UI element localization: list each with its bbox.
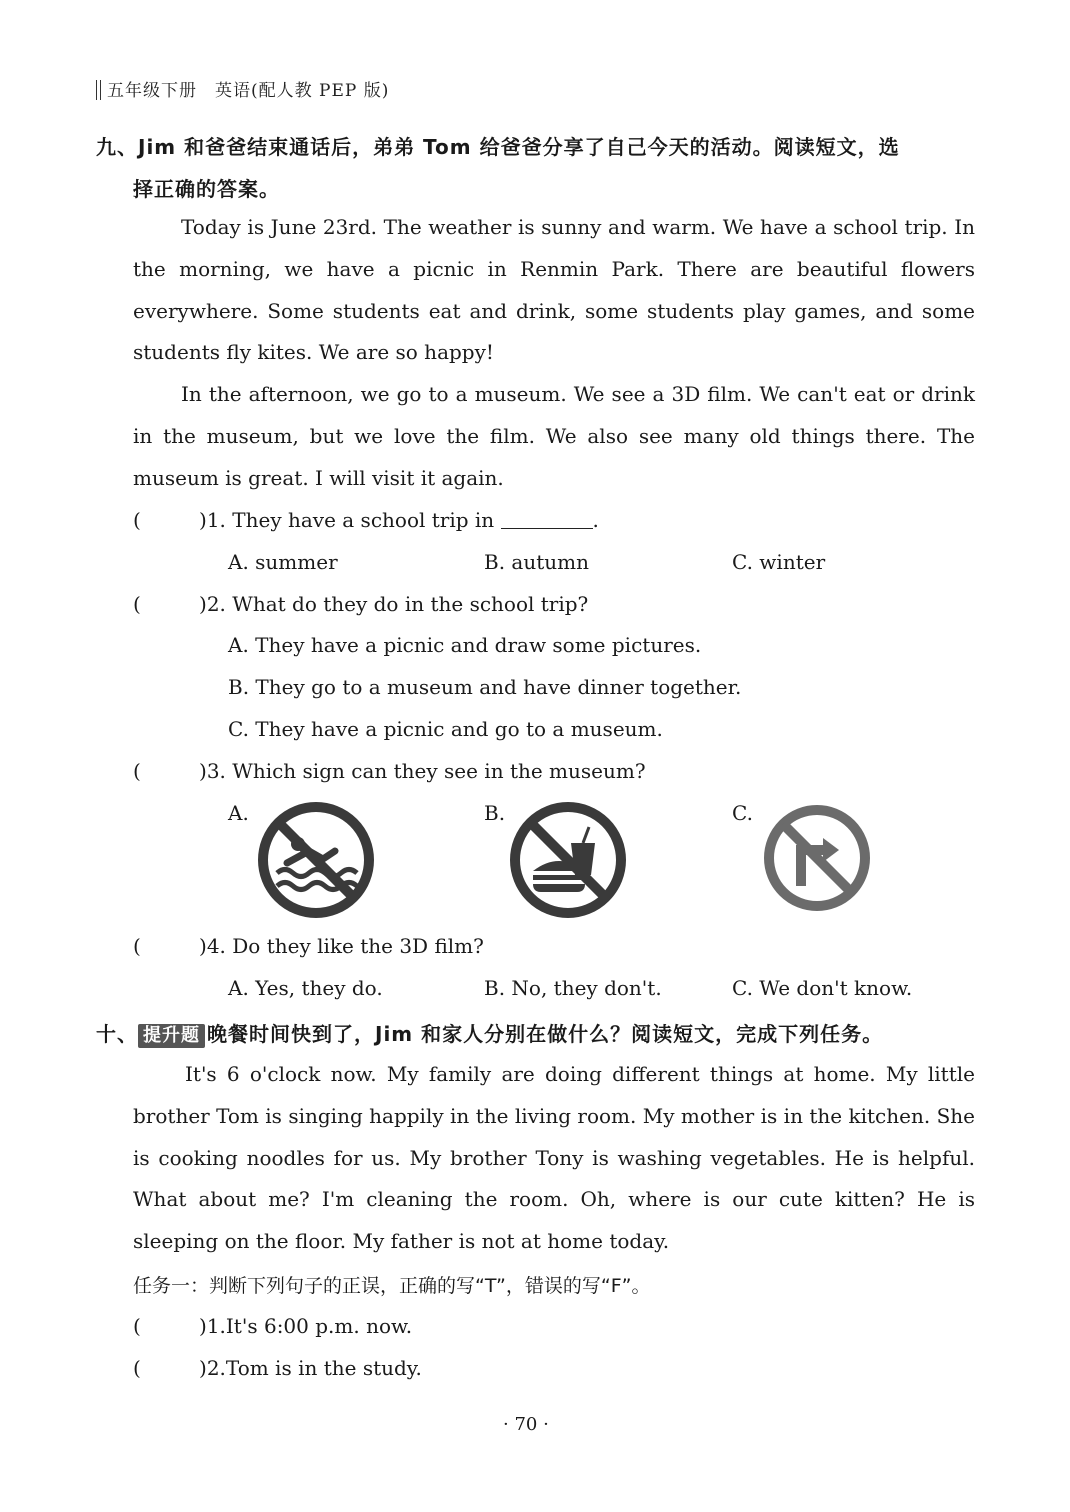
q3-option-c: C.: [732, 801, 753, 825]
page-number: · 70 ·: [503, 1414, 549, 1435]
q4-option-a: A. Yes, they do.: [228, 976, 383, 1000]
no-swimming-icon: [257, 801, 375, 919]
answer-paren[interactable]: (: [133, 592, 141, 616]
question-4: ( )4. Do they like the 3D film?: [133, 934, 484, 958]
no-food-drink-icon: [509, 801, 627, 919]
section10-title-text: 晚餐时间快到了，Jim 和家人分别在做什么？阅读短文，完成下列任务。: [207, 1022, 884, 1046]
header-bar: [96, 80, 101, 100]
q3-option-b: B.: [484, 801, 506, 825]
question-1: ( )1. They have a school trip in .: [133, 508, 599, 532]
task1-instruction: 任务一：判断下列句子的正误，正确的写“T”，错误的写“F”。: [133, 1275, 651, 1297]
passage9-para1: Today is June 23rd. The weather is sunny and warm. We have a school trip. In the morning, we have a picnic in Renmin Park. There are beautiful flowers everywhere. Some students eat and drink, some students play games, and some students fly kites. We are so happy!: [133, 215, 975, 365]
passage10: It's 6 o'clock now. My family are doing different things at home. My little brother Tom is singing happily in the living room. My mother is in the kitchen. She is cooking noodles for us. My brother Tony is washing vegetables. He is helpful. What about me? I'm cleaning the room. Oh, where is our cute kitten? He is sleeping on the floor. My father is not at home today.: [133, 1062, 975, 1254]
answer-paren[interactable]: (: [133, 508, 141, 532]
answer-paren[interactable]: (: [133, 759, 141, 783]
passage9-para2: In the afternoon, we go to a museum. We see a 3D film. We can't eat or drink in the museum, but we love the film. We also see many old things there. The museum is great. I will visit it again.: [133, 382, 975, 490]
section10-title: [96, 1018, 883, 1048]
advanced-tag: 提升题: [138, 1024, 205, 1048]
section9-title-cont: 择正确的答案。: [133, 177, 280, 201]
q4-option-c: C. We don't know.: [732, 976, 913, 1000]
question-3: ( )3. Which sign can they see in the museum?: [133, 759, 646, 783]
section9-number: 九、: [96, 135, 138, 159]
no-right-turn-icon: [763, 804, 871, 912]
q1-option-b: B. autumn: [484, 550, 589, 574]
header-text: 五年级下册 英语(配人教 PEP 版): [107, 81, 390, 101]
section10-number: 十、: [96, 1022, 138, 1046]
tf-item-2: ( )2.Tom is in the study.: [133, 1356, 422, 1380]
q3-option-a: A.: [228, 801, 249, 825]
page-header: [96, 76, 389, 101]
q2-option-b: B. They go to a museum and have dinner together.: [228, 675, 742, 699]
question-2: ( )2. What do they do in the school trip?: [133, 592, 589, 616]
answer-paren[interactable]: (: [133, 1314, 141, 1338]
q4-option-b: B. No, they don't.: [484, 976, 662, 1000]
answer-paren[interactable]: (: [133, 934, 141, 958]
q1-option-c: C. winter: [732, 550, 826, 574]
q1-option-a: A. summer: [228, 550, 338, 574]
answer-blank[interactable]: [501, 510, 593, 529]
tf-item-1: ( )1.It's 6:00 p.m. now.: [133, 1314, 413, 1338]
q2-option-c: C. They have a picnic and go to a museum.: [228, 717, 663, 741]
section9-title-text: Jim 和爸爸结束通话后，弟弟 Tom 给爸爸分享了自己今天的活动。阅读短文，选: [138, 135, 900, 159]
q2-option-a: A. They have a picnic and draw some pictures.: [228, 633, 702, 657]
answer-paren[interactable]: (: [133, 1356, 141, 1380]
section9-title: [96, 131, 900, 160]
